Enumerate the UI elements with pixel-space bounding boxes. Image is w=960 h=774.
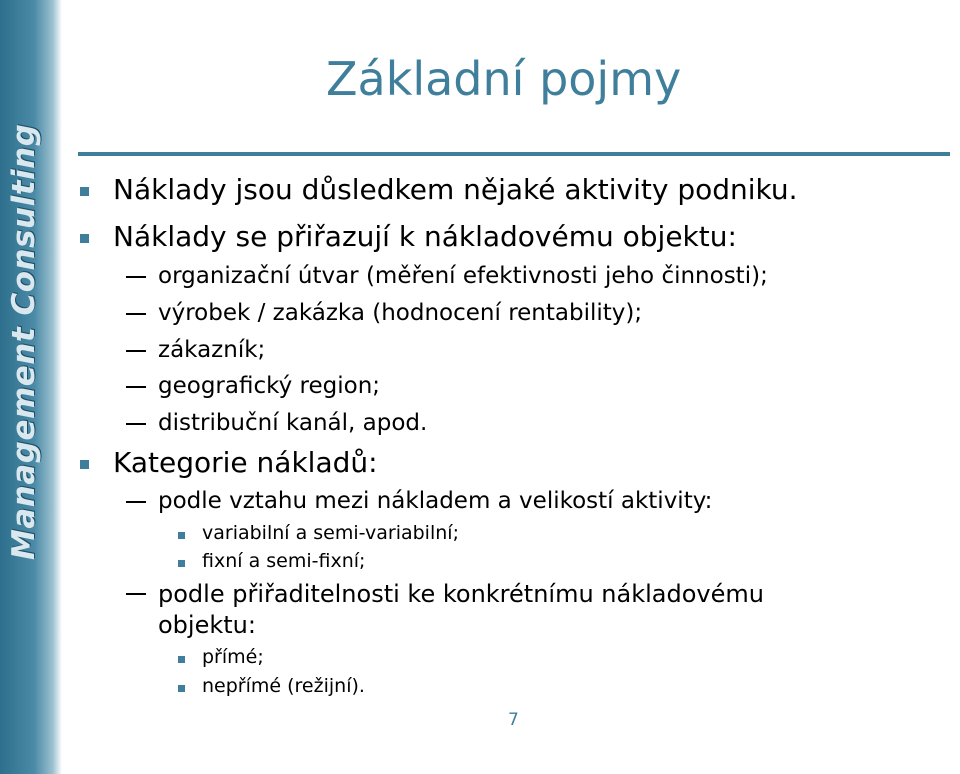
bullet-text: Náklady jsou důsledkem nějaké aktivity podniku. <box>113 173 798 206</box>
bullet-text: Kategorie nákladů: <box>113 446 378 479</box>
bullet-text: fixní a semi-fixní; <box>202 550 366 572</box>
sidebar-brand-strip <box>0 0 62 774</box>
page-number: 7 <box>508 710 519 730</box>
bullet-text: distribuční kanál, apod. <box>158 410 428 436</box>
dash-bullet-icon <box>126 350 146 352</box>
square-bullet-icon <box>178 685 185 692</box>
bullet-level2 <box>126 488 712 514</box>
bullet-text: geografický region; <box>158 373 381 399</box>
bullet-text: podle přiřaditelnosti ke konkrétnímu nákladovému <box>158 580 764 608</box>
bullet-level2 <box>126 580 764 608</box>
bullet-level3 <box>178 522 459 544</box>
bullet-level2 <box>126 300 642 326</box>
dash-bullet-icon <box>126 313 146 315</box>
bullet-level2 <box>126 263 768 289</box>
bullet-text: Náklady se přiřazují k nákladovému objektu: <box>113 220 737 253</box>
bullet-text: nepřímé (režijní). <box>202 675 365 697</box>
bullet-level1 <box>80 220 737 253</box>
bullet-text: organizační útvar (měření efektivnosti jeho činnosti); <box>158 263 768 289</box>
bullet-level1 <box>80 446 378 479</box>
dash-bullet-icon <box>126 386 146 388</box>
slide-title: Základní pojmy <box>326 52 682 106</box>
bullet-level2 <box>126 410 427 436</box>
square-bullet-icon <box>80 460 89 469</box>
bullet-text: variabilní a semi-variabilní; <box>202 522 459 544</box>
bullet-text: objektu: <box>158 611 256 639</box>
bullet-level3 <box>178 646 264 668</box>
bullet-level2 <box>126 373 380 399</box>
square-bullet-icon <box>178 532 185 539</box>
bullet-level2 <box>126 337 265 363</box>
bullet-level3 <box>178 550 365 572</box>
square-bullet-icon <box>80 234 89 243</box>
square-bullet-icon <box>178 560 185 567</box>
bullet-level1 <box>80 173 798 206</box>
dash-bullet-icon <box>126 423 146 425</box>
bullet-text: podle vztahu mezi nákladem a velikostí aktivity: <box>158 488 713 514</box>
bullet-text: zákazník; <box>158 337 266 363</box>
square-bullet-icon <box>80 187 89 196</box>
title-divider <box>78 152 950 156</box>
dash-bullet-icon <box>126 501 146 503</box>
dash-bullet-icon <box>126 276 146 278</box>
square-bullet-icon <box>178 656 185 663</box>
bullet-text: výrobek / zakázka (hodnocení rentability); <box>158 300 643 326</box>
bullet-continuation <box>126 611 256 639</box>
brand-logo-text: Management Consulting <box>6 123 42 560</box>
dash-bullet-icon <box>126 593 146 595</box>
bullet-level3 <box>178 675 365 697</box>
bullet-text: přímé; <box>202 646 264 668</box>
